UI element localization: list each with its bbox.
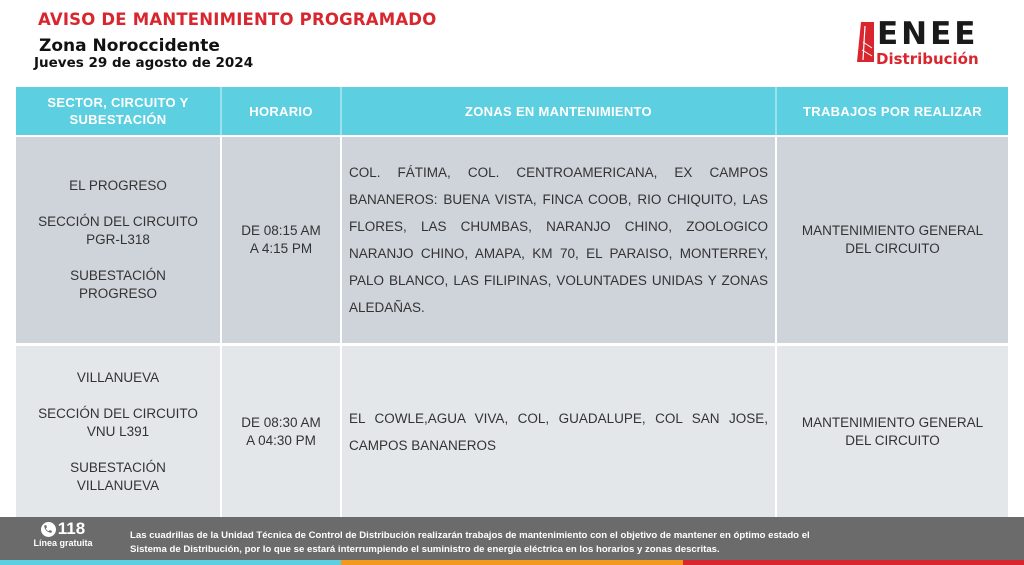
sector-name: EL PROGRESO bbox=[69, 178, 167, 193]
sector-cell bbox=[16, 137, 220, 343]
circuit-id: VNU L391 bbox=[86, 423, 150, 439]
work-cell bbox=[777, 346, 1008, 517]
column-header-sector: SECTOR, CIRCUITO Y SUBESTACIÓN bbox=[16, 87, 222, 135]
stripe-orange bbox=[341, 560, 683, 565]
zones-cell bbox=[342, 137, 775, 343]
column-header-schedule: HORARIO bbox=[222, 87, 342, 135]
notice-date: Jueves 29 de agosto de 2024 bbox=[34, 55, 254, 71]
work-line-2: DEL CIRCUITO bbox=[845, 432, 940, 448]
work-line-1: MANTENIMIENTO GENERAL bbox=[801, 414, 984, 430]
logo-subtitle: Distribución bbox=[876, 50, 979, 68]
work-cell bbox=[777, 137, 1008, 343]
zones-text: EL COWLE,AGUA VIVA, COL, GUADALUPE, COL SAN JOSE, CAMPOS BANANEROS bbox=[349, 410, 768, 453]
circuit-label: SECCIÓN DEL CIRCUITO bbox=[38, 405, 198, 421]
footer-message bbox=[130, 529, 1010, 557]
schedule-cell bbox=[222, 137, 340, 343]
footer-message-line-1: Las cuadrillas de la Unidad Técnica de Control de Distribución realizarán trabajos de mantenimiento con el objetivo de mantener en óptimo estado el bbox=[130, 530, 810, 541]
circuit-id: PGR-L318 bbox=[86, 232, 150, 247]
footer-bar bbox=[0, 517, 1024, 560]
sector-name: VILLANUEVA bbox=[76, 369, 160, 385]
hotline-number: 118 bbox=[57, 519, 86, 538]
notice-title: AVISO DE MANTENIMIENTO PROGRAMADO bbox=[38, 10, 437, 29]
zone-name: Zona Noroccidente bbox=[39, 36, 220, 56]
substation-name: PROGRESO bbox=[78, 286, 157, 301]
work-line-1: MANTENIMIENTO GENERAL bbox=[801, 223, 984, 238]
phone-icon bbox=[41, 522, 56, 537]
footer-message-line-2: Sistema de Distribución, por lo que se estará interrumpiendo el suministro de energía eléctrica en los horarios y zonas descritas. bbox=[130, 544, 720, 555]
circuit-label: SECCIÓN DEL CIRCUITO bbox=[38, 214, 198, 229]
schedule-from: DE 08:30 AM bbox=[241, 414, 321, 430]
zones-text: COL. FÁTIMA, COL. CENTROAMERICANA, EX CAMPOS BANANEROS: BUENA VISTA, FINCA COOB, RIO CHIQUITO, LAS FLORES, LAS CHUMBAS, NARANJO CHINO, ZOOLOGICO NARANJO CHINO, AMAPA, KM 70, EL PARAISO, MONTERREY, PALO BLANCO, LAS FILIPINAS, VOLUNTADES UNIDAS Y ZONAS ALEDAÑAS. bbox=[349, 165, 768, 315]
substation-label: SUBESTACIÓN bbox=[70, 459, 166, 475]
zones-cell bbox=[342, 346, 775, 517]
hotline bbox=[28, 519, 98, 548]
table-header-row bbox=[16, 87, 1008, 135]
stripe-red bbox=[683, 560, 1024, 565]
work-line-2: DEL CIRCUITO bbox=[845, 241, 940, 256]
stripe-cyan bbox=[0, 560, 341, 565]
schedule-to: A 4:15 PM bbox=[249, 241, 313, 256]
substation-label: SUBESTACIÓN bbox=[70, 268, 166, 283]
substation-name: VILLANUEVA bbox=[76, 477, 160, 493]
sector-cell bbox=[16, 346, 220, 517]
column-header-work: TRABAJOS POR REALIZAR bbox=[777, 87, 1008, 135]
table-row bbox=[16, 346, 1008, 517]
schedule-cell bbox=[222, 346, 340, 517]
logo-brand-text: ENEE bbox=[877, 16, 979, 52]
schedule-to: A 04:30 PM bbox=[246, 432, 316, 448]
column-header-zones: ZONAS EN MANTENIMIENTO bbox=[342, 87, 777, 135]
maintenance-table bbox=[16, 87, 1008, 517]
enee-logo bbox=[855, 18, 1005, 70]
schedule-from: DE 08:15 AM bbox=[241, 223, 321, 238]
enee-tower-logo-icon bbox=[857, 22, 874, 62]
table-row bbox=[16, 137, 1008, 343]
hotline-label: Línea gratuita bbox=[33, 538, 93, 548]
